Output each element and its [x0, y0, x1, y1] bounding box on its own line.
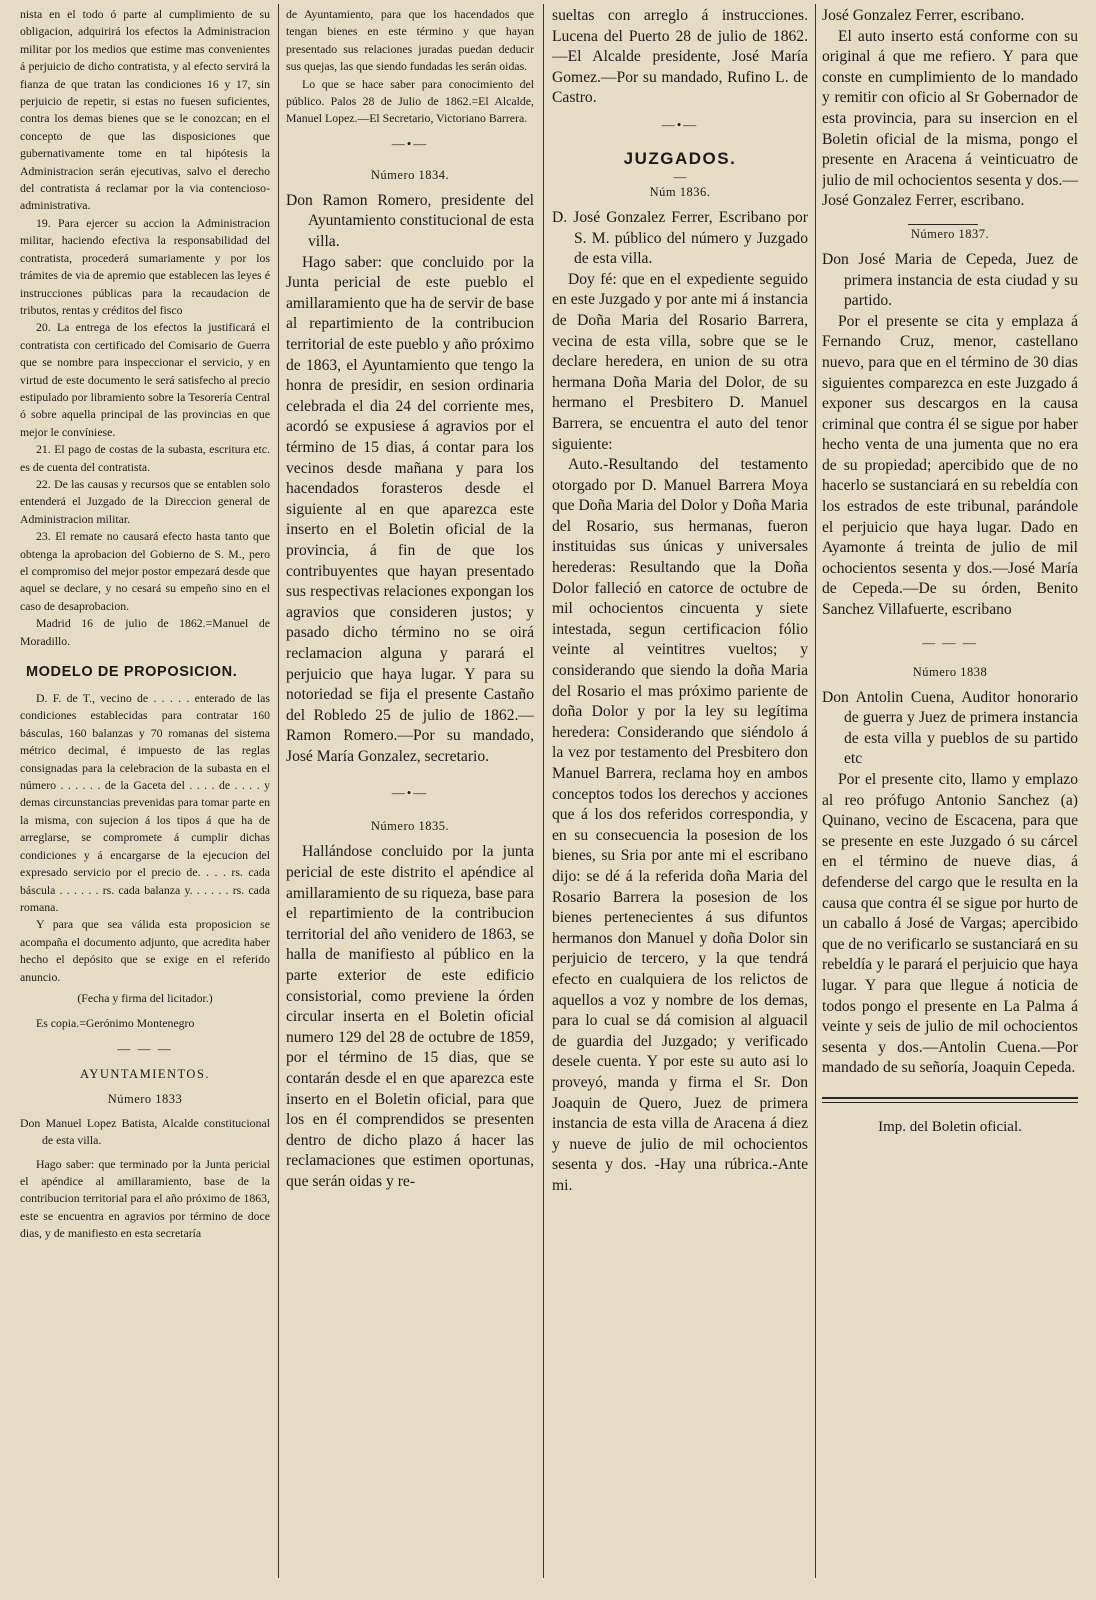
notice-1833-continuation: de Ayuntamiento, para que los hacendados que tengan bienes en este término y que hayan presentado sus relaciones juradas puedan deducir sus quejas, las que siendo fundadas les serán oidas. [286, 7, 534, 74]
notice-number-1836: Núm 1836. [649, 184, 711, 199]
notice-number-1837: Número 1837. [910, 226, 990, 241]
notice-number-1838: Número 1838 [912, 664, 988, 679]
notice-1836-auto: Auto.-Resultando del testamento otorgado por D. Manuel Barrera Moya que Doña Maria del Dolor y Doña Maria del Rosario, sus hermanas, fueron instituidas sus únicas y universales herederas: Resultando que la Doña Dolor falleció en catorce de octubre de mil ochocientos cincuenta y siete intestada, segun certificacion fólio veinte al veintitres vueltos; y considerando que siendo la doña Maria del Rosario el mas próximo pariente de doña Dolor y por la ley su legítima heredera: Considerando que siéndolo á la vez por testamento del Presbitero don Manuel Barrera, reclama hoy en ambos conceptos todos los derechos y acciones que á los dos referidos correspondia, y en su consecuencia la posesion de los bienes, su Sria por ante mi el escribano dijo: se dé á la referida doña Maria del Rosario Barrera la posesion de los bienes pertenecientes á sus difuntos hermanos don Manuel y doña Dolor sin perjuicio de tercero, y la que tendrá efecto en cualquiera de los relictos de aquellos a voz y nombre de los demas, para lo cual se dá comision al alguacil de guardia del Juzgado; y verificado desele cuenta. Y por este su auto asi lo proveyó, manda y firma el Sr. Don Joaquin de Quero, Juez de primera instancia de esta villa de Aracena á diez y nueve de julio de mil ochocientos sesenta y dos. -Hay una rúbrica.-Ante mi. [552, 456, 808, 1194]
notice-number-1835: Número 1835. [370, 819, 450, 834]
double-rule [822, 1097, 1078, 1103]
modelo-body-2: Y para que sea válida esta proposicion se acompaña el documento adjunto, que acredita haber hecho el depósito que se exige en el referido anuncio. [20, 917, 270, 984]
notice-1838-body: Por el presente cito, llamo y emplazo al reo prófugo Antonio Sanchez (a) Quinano, vecino de Escacena, para que se presente en este Juzgado ó su cárcel en el término de nueve dias, á defenderse del cargo que le resulta en la causa que contra él se sigue por hurto de un caballo á José de Vargas; apercibido que de no verificarlo se sustanciará en su rebeldía y le parará el perjuicio que haya lugar. Y para que llegue á noticia de todos pongo el presente en La Palma á veinte y seis de julio de mil ochocientos sesenta y dos.—Antolin Cuena.—Por mandado de su señoría, Joaquin Cepeda. [822, 771, 1078, 1077]
notice-1836-signature: José Gonzalez Ferrer, escribano. [822, 7, 1025, 24]
column-3 [552, 6, 808, 1600]
short-rule [908, 224, 978, 225]
column-rule [278, 4, 279, 1578]
separator: — — — [117, 1040, 173, 1056]
column-1 [20, 6, 270, 1600]
short-dash: — [673, 168, 687, 184]
separator: —•— [661, 116, 699, 132]
notice-1838-heading: Don Antolin Cuena, Auditor honorario de guerra y Juez de primera instancia de esta villa y pueblos de su partido etc [822, 688, 1078, 768]
column-rule [815, 4, 816, 1578]
notice-1836-closing: El auto inserto está conforme con su original á que me refiero. Y para que conste en cumplimiento de lo mandado y remitir con oficio al Sr Gobernador de esta provincia, para su insercion en el Boletin oficial de la misma, pongo el presente en Aracena á veinticuatro de julio de mil ochocientos sesenta y dos.—José Gonzalez Ferrer, escribano. [822, 27, 1078, 210]
notice-1836-body: Doy fé: que en el expediente seguido en este Juzgado y por ante mi á instancia de Doña Maria del Rosario Barrera, vecina de esta villa, sobre que se le declare heredera, en union de su otra hermana Doña Maria del Dolor, de su hermano el Presbitero D. Manuel Barrera, se encuentra el auto del tenor siguiente: [552, 270, 808, 453]
notice-1835-body: Hallándose concluido por la junta pericial de este distrito el apéndice al amillaramiento de su riqueza, base para el repartimiento de la contribucion territorial del año venidero de 1863, se halla de manifiesto al público en la parte exterior de este edificio consistorial, como previene la órden circular inserta en el Boletin oficial numero 129 del 28 de octubre de 1859, por el término de 15 dias, que se contarán desde el en que aparezca este inserto en el Boletin oficial, para que los en él comprendidos se presenten dentro de dicho plazo á hacer las reclamaciones que estimen oportunas, que serán oidas y re- [286, 843, 534, 1190]
notice-1834-body: Hago saber: que concluido por la Junta pericial de este pueblo el amillaramiento que ha de servir de base al repartimiento de la contribucion territorial de este pueblo y año próximo de 1863, el Ayuntamiento que tengo la honra de presidir, en sesion ordinaria celebrada el dia 24 del corriente mes, acordó se expusiese á agravios por el término de 15 dias, á contar para los vecinos desde mañana y para los hacendados forasteros desde el siguiente al en que aparezca este inserto en el Boletin oficial de la provincia, á fin de que los contribuyentes que hayan presentado sus respectivas relaciones expongan los agravios que consideren justos; y pasado dicho término no se oirá reclamacion alguna y parará el perjuicio que haya lugar. Y para su notoriedad se fija el presente Castaño del Robledo 25 de julio de 1862.—Ramon Romero.—Por su mandado, José María Gonzalez, secretario. [286, 253, 534, 765]
es-copia: Es copia.=Gerónimo Montenegro [36, 1016, 195, 1031]
notice-1834-heading: Don Ramon Romero, presidente del Ayuntamiento constitucional de esta villa. [286, 191, 534, 251]
separator: —•— [391, 785, 429, 801]
notice-number-1834: Número 1834. [370, 167, 450, 182]
fecha-firma: (Fecha y firma del licitador.) [77, 990, 213, 1005]
notice-1837-body: Por el presente se cita y emplaza á Fernando Cruz, menor, castellano nuevo, para que en el término de 30 dias siguientes comparezca en este Juzgado á exponer sus descargos en la causa criminal que contra él se sigue por haber hecho venta de una jumenta que no era de su propiedad; apercibido que de no hacerlo se sustanciará en su rebeldía con los estrados de este tribunal, parándole el perjuicio que haya lugar. Dado en Ayamonte á treinta de julio de mil ochocientos sesenta y dos.—José María de Cepeda.—De su órden, Benito Sanchez Villafuerte, escribano [822, 312, 1078, 619]
condition-19: 19. Para ejercer su accion la Administracion militar, haciendo efectiva la responsabilidad del contratista, procederá sumariamente y por los trámites de via de apremio que establecen las leyes é instrucciones públicas para la recaudacion de tributos, rentas y créditos del fisco [20, 215, 270, 317]
notice-1833-body: Hago saber: que terminado por la Junta pericial el apéndice al amillaramiento, base de la contribucion territorial para el año próximo de 1863, este se encuentra en agravios por término de doce dias, y de manifiesto en esta secretaría [20, 1156, 270, 1241]
condition-22: 22. De las causas y recursos que se entablen solo entenderá el Juzgado de la Direccion general de Administracion militar. [20, 476, 270, 526]
condition-continuation: nista en el todo ó parte al cumplimiento de su obligacion, adquirirá los efectos la Administracion militar por los medios que estime mas convenientes á perjuicio de dicho contratista, y al efecto servirá la fianza de que tratan las condiciones 16 y 17, sin perjuicio de repetir, si estas no fuesen suficientes, contra los demas bienes que se le conozcan; en el concepto de que las disposiciones que gubernativamente tome en tal hipótesis la Administracion serán ejecutivas, salvo el derecho del contratista á reclamar por la via contencioso-administrativa. [20, 7, 270, 213]
notice-1837-heading: Don José Maria de Cepeda, Juez de primera instancia de esta ciudad y su partido. [822, 250, 1078, 310]
condition-20: 20. La entrega de los efectos la justificará el contratista con certificado del Comisario de Guerra que se nombre para inspeccionar el servicio, y en virtud de este documento le será satisfecho al precio estipulado por libramiento sobre la Tesorería Central ó sobre aquella principal de las provincias en que mejor le convíniese. [20, 320, 270, 439]
printer-imprint: Imp. del Boletin oficial. [878, 1118, 1022, 1135]
signature-madrid: Madrid 16 de julio de 1862.=Manuel de Moradillo. [20, 616, 270, 648]
section-heading-modelo: MODELO DE PROPOSICION. [26, 664, 238, 681]
notice-1833-closing: Lo que se hace saber para conocimiento del público. Palos 28 de Julio de 1862.=El Alcalde, Manuel Lopez.—El Secretario, Victoriano Barrera. [286, 76, 534, 126]
column-4 [822, 6, 1078, 1600]
notice-1833-heading: Don Manuel Lopez Batista, Alcalde constitucional de esta villa. [20, 1115, 270, 1148]
condition-23: 23. El remate no causará efecto hasta tanto que obtenga la aprobacion del Gobierno de S. M., pero el compromiso del mejor postor empezará desde que aquel se declare, y no cesará su empeño sino en el caso de desaprobacion. [20, 529, 270, 613]
column-2 [286, 6, 534, 1600]
notice-1836-heading: D. José Gonzalez Ferrer, Escribano por S. M. público del número y Juzgado de esta villa. [552, 208, 808, 268]
notice-1835-continuation: sueltas con arreglo á instrucciones. Lucena del Puerto 28 de julio de 1862.—El Alcalde presidente, José María Gomez.—Por su mandado, Rufino L. de Castro. [552, 7, 808, 107]
modelo-body: D. F. de T., vecino de . . . . . enterado de las condiciones establecidas para contratar 160 básculas, 160 balanzas y 70 romanas del sistema métrico decimal, é impuesto de las reglas consignadas para la celebracion de la subasta en el número . . . . . . de la Gaceta del . . . . de . . . . y demas circunstancias prevenidas para tomar parte en la misma, con sujecion á los tipos á que ha de arreglarse, se compromete á cumplir dichas condiciones y á encargarse de la ejecucion del expresado servicio por el precio de. . . . rs. cada báscula . . . . . . rs. cada balanza y. . . . . . rs. cada romana. [20, 691, 270, 914]
condition-21: 21. El pago de costas de la subasta, escritura etc. es de cuenta del contratista. [20, 442, 270, 474]
notice-number-1833: Número 1833 [107, 1091, 183, 1106]
separator: —•— [391, 135, 429, 151]
section-heading-ayuntamientos: AYUNTAMIENTOS. [79, 1066, 211, 1081]
section-heading-juzgados: JUZGADOS. [623, 148, 737, 168]
column-rule [543, 4, 544, 1578]
separator: — — — [922, 634, 978, 650]
